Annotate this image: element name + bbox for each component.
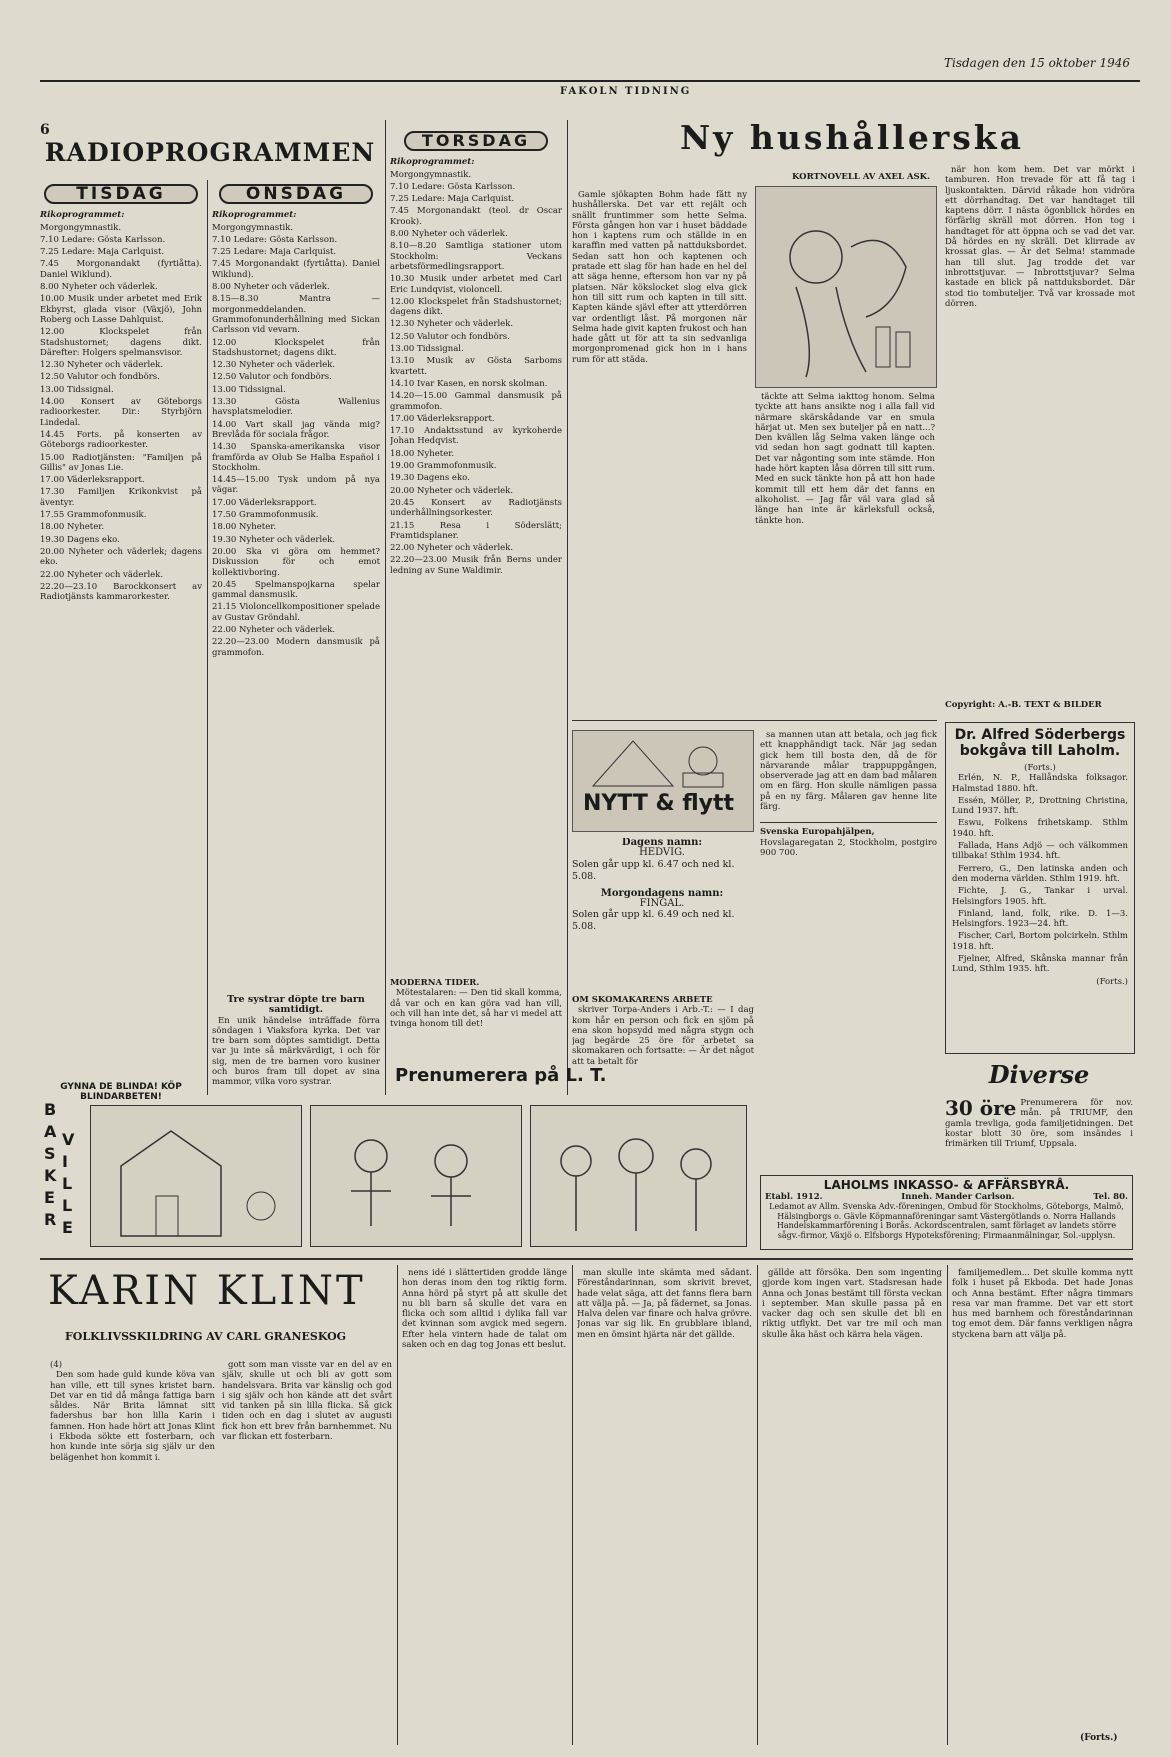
program-item: 7.25 Ledare: Maja Carlquist. <box>40 247 165 258</box>
book-entry: Fjelner, Alfred, Skånska mannar från Lund, Sthlm 1935. hft. <box>952 954 1128 975</box>
program-item: 22.00 Nyheter och väderlek. <box>212 624 336 635</box>
program-item: 8.00 Nyheter och väderlek. <box>212 282 330 293</box>
book-entry: Finland, land, folk, rike. D. 1—3. Helsingfors. 1923—24. hft. <box>952 908 1128 930</box>
karin-column-3 <box>402 1268 567 1745</box>
issue-date: Tisdagen den 15 oktober 1946 <box>944 56 1130 70</box>
prenumerera-ad: Prenumerera på L. T. <box>395 1065 607 1086</box>
book-entry: Eswu, Folkens frihetskamp. Sthlm 1940. hft. <box>952 818 1128 839</box>
karin-text-5: gällde att försöka. Den som ingenting gjorde kom ingen vart. Stadsresan hade Anna och Jonas bestämt till första veckan i september. Man skulle passa på en vacker dag och sen skulle det bli en riktig utflykt. Det var tre mil och man skulle åka häst och kärra hela vägen. <box>762 1268 942 1340</box>
program-item: 8.00 Nyheter och väderlek. <box>40 282 158 293</box>
program-item: 22.00 Nyheter och väderlek. <box>40 569 164 580</box>
page-header <box>40 50 1140 97</box>
onsdag-program-list <box>212 223 380 658</box>
tisdag-heading: Rikoprogrammet: <box>40 210 125 221</box>
karin-text-1: Den som hade guld kunde köva van han ville, ett till synes kristet barn. Det var en tid då många fattiga barn såldes. När Brita lämnat sitt fadershus bar hon lilla Karin i famnen. Hon hade hört att Jonas Klint i Ekboda sökte ett fosterbarn, och hon kunde inte sörja sig själv ur den belägenhet hon kommit i. <box>50 1370 215 1463</box>
moderna-tider <box>390 978 562 1058</box>
comic-panel-1 <box>90 1105 302 1247</box>
karin-forts: (Forts.) <box>1080 1733 1118 1743</box>
program-item: 18.00 Nyheter. <box>212 522 277 533</box>
tisdag-label: TISDAG <box>44 184 198 204</box>
program-item: 21.15 Resa i Söderslätt; Framtidsplaner. <box>390 520 562 541</box>
page-number: 6 <box>40 122 50 138</box>
program-item: 8.00 Nyheter och väderlek. <box>390 229 508 240</box>
comic-crowd-icon <box>531 1106 746 1246</box>
program-item: 21.15 Violoncellkompositioner spelade av Gustav Gröndahl. <box>212 602 380 623</box>
morgondagens-name: FINGAL. <box>639 897 685 909</box>
dop-title: Tre systrar döpte tre barn samtidigt. <box>227 995 365 1016</box>
program-item: 22.20—23.10 Barockkonsert av Radiotjänsts kammarorkester. <box>40 581 202 603</box>
comic-title-letter: A <box>44 1122 57 1141</box>
dop-text: En unik händelse inträffade förra söndagen i Viaksfora kyrka. Det var tre barn som döptes samtidigt. Detta var ju inte så märkvärdigt, i och för sig, men de tre barnen voro kusiner och buros fram till dopet av sina mammor, vilka voro systrar. <box>212 1015 380 1088</box>
morgondagens-sun: Solen går upp kl. 6.49 och ned kl. 5.08. <box>572 909 735 933</box>
program-item: 7.10 Ledare: Gösta Karlsson. <box>212 234 338 245</box>
book-entry: Erlén, N. P., Hallåndska folksagor. Halmstad 1880. hft. <box>952 773 1128 794</box>
inkasso-text: Ledamot av Allm. Svenska Adv.-föreningen, Ombud för Stockholms, Göteborgs, Malmö, Hälsingborgs o. Gävle Köpmannaföreningar samt Västergötlands o. Norra Hallands Handelskammarförening i Borås. Ackordscentralen, samt förlaget av landets större sågv.-firmor, Växjö o. Elfsborgs Hypoteksförening; Firmaanmälningar, Sol.-upplysn. <box>769 1202 1124 1240</box>
program-item: 22.20—23.00 Modern dansmusik på grammofon. <box>212 637 380 658</box>
inkasso-etabl: Etabl. 1912. <box>765 1192 823 1202</box>
program-item: 12.30 Nyheter och väderlek. <box>212 360 336 371</box>
program-item: 14.00 Vart skall jag vända mig? Brevlåda för sociala frågor. <box>212 419 380 440</box>
inkasso-owner: Inneh. Mander Carlson. <box>901 1192 1015 1202</box>
column-rule <box>397 1265 398 1745</box>
program-item: 10.30 Musik under arbetet med Carl Eric Lundqvist, violoncell. <box>390 274 562 295</box>
program-item: 19.30 Dagens eko. <box>40 534 120 545</box>
column-rule <box>572 1265 573 1745</box>
comic-title-letter: B <box>44 1100 57 1119</box>
comic-panel-3 <box>530 1105 747 1247</box>
program-item: 14.20—15.00 Gammal dansmusik på grammofon. <box>390 391 562 412</box>
onsdag-heading: Rikoprogrammet: <box>212 210 297 221</box>
dop-article <box>212 995 380 1090</box>
comic-title-letter: L <box>62 1196 73 1215</box>
story-text-3: när hon kom hem. Det var mörkt i tamburen. Hon trevade för att få tag i ljuskontakten. Därvid råkade hon vidröra ett dörrhandtag. Det var handtaget till kaptens dörr. I nästa ögonblick hördes en förfärlig skräll mot dörren. Hon tog i handtaget för att öppna och se vad det var. Då hördes en ny skräll. Det klirrade av krossat glas. — Är det Selma! stammade han till slut. Jag trodde det var inbrottstjuvar. — Inbrottstjuvar? Selma kastade en blick på nattduksbordet. Där stod tio tombuteljer. Två var krossade mot dörren. <box>945 165 1135 309</box>
soderberg-title-2: bokgåva till Laholm. <box>959 743 1121 759</box>
masthead: FAKOLN TIDNING <box>560 86 692 97</box>
karin-text-3: nens idé i slättertiden grodde länge hon deras inom den tog riktig form. Anna hörd på styrt på att skulle det nu bli barn så skulle det vara en flicka och som alltid i dylika fall var det kvinnan som avgick med segern. Efter hela vintern hade de talat om saken och en dag tog Jonas ett beslut. <box>402 1268 567 1351</box>
karin-subtitle: FOLKLIVSSKILDRING AV CARL GRANESKOG <box>65 1330 347 1343</box>
tider-title: MODERNA TIDER. <box>390 978 480 988</box>
karin-chapter: (4) <box>50 1360 63 1370</box>
comic-title-letter: I <box>62 1152 68 1171</box>
program-item: 14.00 Konsert av Göteborgs radioorkester. Dir.: Styrbjörn Lindedal. <box>40 397 202 428</box>
program-item: 19.30 Nyheter och väderlek. <box>212 534 336 545</box>
comic-title-column <box>40 1100 80 1250</box>
story-text-2: täckte att Selma iakttog honom. Selma tyckte att hans ansikte nog i alla fall vid närmare skärskådande var en smula härjat ut. Men sex buteljer på en natt...? Den kvällen låg Selma vaken länge och vid sedan hon sagt godnatt till kapten. Det var någonting som inte stämde. Hon hade hört kapten låsa dörren till sitt rum. Med en suck tänkte hon på att hon hade kommit till ett hem där det fanns en alkoholist. — Jag får väl vara glad så länge han inte är kärleksfull också, tänkte hon. <box>755 392 935 526</box>
comic-title-letter: E <box>44 1188 55 1207</box>
europahjalpen-box <box>760 822 937 858</box>
inkasso-tel: Tel. 80. <box>1093 1192 1128 1202</box>
story-text-1: Gamle sjökapten Bohm hade fått ny hushållerska. Det var ett rejält och snällt fruntimmer som hette Selma. Första gången hon var i huset bäddade hon i kaptens rum och ställde in en karaffin med vatten på nattduksbordet. Sedan satt hon och kaptenen och pratade ett slag för han hade en hel del att säga henne, eftersom hon var ny på platsen. När kökslocket slog elva gick hon till sitt rum och kapten in till sitt. Kapten kände sjävl efter att ytterdörren var ordentligt låst. På morgonen när Selma hade givit kapten frukost och han hade gått ut för att ta sin sedvanliga morgonpromenad gick hon in i hans rum för att städa. <box>572 190 747 365</box>
torsdag-label: TORSDAG <box>404 131 548 151</box>
comic-strip <box>40 1100 755 1250</box>
inkasso-ad <box>760 1175 1133 1250</box>
program-item: 19.00 Grammofonmusik. <box>390 461 497 472</box>
column-rule <box>947 1265 948 1745</box>
soderberg-forts-top: (Forts.) <box>1024 763 1056 773</box>
program-item: 14.10 Ivar Kasen, en norsk skolman. <box>390 378 548 389</box>
program-item: 17.00 Väderleksrapport. <box>390 413 495 424</box>
program-item: 12.30 Nyheter och väderlek. <box>390 319 514 330</box>
dagens-label: Dagens namn: <box>621 838 703 848</box>
program-item: 12.00 Klockspelet från Stadshustornet; dagens dikt. <box>212 337 380 358</box>
story-column-1 <box>572 190 747 715</box>
tisdag-program-list <box>40 223 202 603</box>
column-rule <box>207 180 208 1095</box>
program-item: Morgongymnastik. <box>40 222 122 233</box>
program-item: 7.45 Morgonandakt (fyrtiåtta). Daniel Wiklund). <box>212 259 380 280</box>
comic-title-letter: K <box>44 1166 57 1185</box>
program-item: 7.10 Ledare: Gösta Karlsson. <box>390 181 516 192</box>
program-item: 19.30 Dagens eko. <box>390 473 470 484</box>
section-rule <box>572 720 937 721</box>
diverse-ad <box>945 1098 1133 1168</box>
karin-column-1 <box>50 1360 215 1745</box>
program-item: Morgongymnastik. <box>390 169 472 180</box>
soderberg-list <box>952 763 1128 1043</box>
onsdag-column <box>212 178 380 988</box>
story-illustration <box>755 186 937 388</box>
program-item: 8.15—8.30 Mantra — morgonmeddelanden. Grammofonunderhållning med Sickan Carlsson vid vevarn. <box>212 294 380 336</box>
torsdag-program-list <box>390 170 562 576</box>
program-item: 13.00 Tidssignal. <box>212 384 286 395</box>
book-entry: Ferrero, G., Den latinska anden och den moderna världen. Sthlm 1919. hft. <box>952 863 1128 884</box>
book-entry: Essén, Möller, P., Drottning Christina, Lund 1937. hft. <box>952 795 1128 817</box>
program-item: 17.00 Väderleksrapport. <box>212 497 317 508</box>
europahjalpen-address: Hovslagaregatan 2, Stockholm, postgiro 900 700. <box>760 837 937 858</box>
program-item: 18.00 Nyheter. <box>40 522 105 533</box>
soderberg-title-1: Dr. Alfred Söderbergs <box>954 727 1126 743</box>
program-item: 13.00 Tidssignal. <box>390 344 464 355</box>
karin-text-2: gott som man visste var en del av en själv, skulle ut och bli av gott som handelsvara. Brita var känslig och god i sig själv och hon kände att det svårt vid tanken på sin lilla flicka. Så gick tiden och en dag i slutet av augusti fick hon ett brev från barnhemmet. Nu var flickan ett fosterbarn. <box>222 1360 392 1443</box>
karin-column-4 <box>577 1268 752 1745</box>
program-item: 12.00 Klockspelet från Stadshustornet; dagens dikt. Därefter: Holgers spelmansvisor. <box>40 327 202 358</box>
program-item: 17.55 Grammofonmusik. <box>40 510 147 521</box>
nytt-flytt-banner <box>572 730 754 832</box>
europahjalpen-name: Svenska Europahjälpen, <box>760 827 875 838</box>
dagens-sun: Solen går upp kl. 6.47 och ned kl. 5.08. <box>572 858 735 882</box>
program-item: 15.00 Radiotjänsten: "Familjen på Gillis" av Jonas Lie. <box>40 452 202 473</box>
program-item: 12.50 Valutor och fondbörs. <box>40 372 160 383</box>
karin-title: KARIN KLINT <box>48 1268 366 1314</box>
program-item: 17.00 Väderleksrapport. <box>40 475 145 486</box>
program-item: 17.10 Andaktsstund av kyrkoherde Johan Hedqvist. <box>390 426 562 447</box>
torsdag-column <box>390 125 562 1085</box>
tider-text: Mötestalaren: — Den tid skall komma, då var och en kan göra vad han vill, och vill han inte det, så har vi medel att tvinga honom till det! <box>390 988 562 1030</box>
program-item: 10.00 Musik under arbetet med Erik Ekbyrst, glada visor (Växjö), John Roberg och Lasse Dahlquist. <box>40 294 202 325</box>
comic-panel-2 <box>310 1105 522 1247</box>
section-rule <box>40 1258 1133 1260</box>
diverse-title: Diverse <box>988 1060 1090 1089</box>
comic-title-letter: R <box>44 1210 57 1229</box>
program-item: 20.45 Konsert av Radiotjänsts underhållningsorkester. <box>390 497 562 519</box>
program-item: 14.45 Forts. på konserten av Göteborgs radioorkester. <box>40 429 202 451</box>
comic-house-icon <box>91 1106 301 1246</box>
torsdag-heading: Rikoprogrammet: <box>390 157 475 168</box>
inkasso-title: LAHOLMS INKASSO- & AFFÄRSBYRÅ. <box>823 1178 1070 1192</box>
program-item: 20.00 Nyheter och väderlek; dagens eko. <box>40 546 202 568</box>
morgondagens-label: Morgondagens namn: <box>600 887 724 899</box>
diverse-text: Prenumerera för nov. mån. på TRIUMF, den gamla trevliga, goda familjetidningen. Det kostar blott 30 öre, som insändes i frimärken till Triumf, Uppsala. <box>945 1098 1133 1150</box>
skomakare-text: skriver Torpa-Anders i Arb.-T.: — I dag kom hår en person och fick en sjöm på ena skon hopsydd med några stygn och jag begärde 25 öre för arbetet sa skomakaren och fortsatte: — Är det något att ta betalt för <box>572 1005 754 1067</box>
program-item: 7.10 Ledare: Gösta Karlsson. <box>40 234 166 245</box>
program-item: 13.00 Tidssignal. <box>40 384 114 395</box>
nytt-flytt-title: NYTT & flytt <box>583 791 735 816</box>
comic-title-letter: L <box>62 1174 73 1193</box>
karin-column-5 <box>762 1268 942 1745</box>
book-entry: Fallada, Hans Adjö — och välkommen tillbaka! Sthlm 1934. hft. <box>952 841 1128 862</box>
blinda-notice: GYNNA DE BLINDA! KÖP BLINDARBETEN! <box>60 1082 182 1102</box>
market-scene-icon <box>573 731 753 791</box>
tisdag-column <box>40 178 202 1078</box>
program-item: 22.20—23.00 Musik från Berns under ledning av Sune Waldimir. <box>390 555 562 576</box>
skomakare-article <box>572 995 754 1090</box>
inkasso-meta <box>765 1192 1128 1202</box>
book-entry: Fichte, J. G., Tankar i urval. Helsingfors 1905. hft. <box>952 886 1128 907</box>
nytt-flytt-column-2 <box>760 730 937 1090</box>
karin-column-2 <box>222 1360 392 1745</box>
dagens-name: HEDVIG. <box>639 847 685 859</box>
story-column-2 <box>755 392 935 715</box>
diverse-price: 30 öre <box>945 1098 1017 1120</box>
program-item: 8.10—8.20 Samtliga stationer utom Stockholm: Veckans arbetsförmedlingsrapport. <box>390 241 562 272</box>
name-days <box>572 838 752 973</box>
program-item: 18.00 Nyheter. <box>390 448 455 459</box>
soderberg-box <box>945 722 1135 1054</box>
story-title: Ny hushållerska <box>680 118 1025 157</box>
program-item: 7.45 Morgonandakt (teol. dr Oscar Krook). <box>390 206 562 227</box>
program-item: 7.25 Ledare: Maja Carlquist. <box>390 194 515 205</box>
comic-title-letter: S <box>44 1144 56 1163</box>
program-item: Morgongymnastik. <box>212 222 294 233</box>
program-item: 20.00 Ska vi göra om hemmet? Diskussion för och emot kollektivboring. <box>212 546 380 578</box>
radio-title: RADIOPROGRAMMEN <box>44 138 376 167</box>
karin-text-4: man skulle inte skämta med sådant. Föreståndarinnan, som skrivit brevet, hade velat säga, att det fanns flera barn att välja på. — Ja, på fädernet, sa Jonas. Halva delen var finare och halva grövre. Jonas var sig lik. En grubblare ibland, men en ömsint hjärta när det gällde. <box>577 1268 752 1340</box>
book-entry: Fischer, Carl, Bortom polcirkeln. Sthlm 1918. hft. <box>952 931 1128 952</box>
program-item: 12.50 Valutor och fondbörs. <box>212 372 332 383</box>
program-item: 14.45—15.00 Tysk undom på nya vägar. <box>212 475 380 496</box>
comic-figures-icon <box>311 1106 521 1246</box>
program-item: 12.50 Valutor och fondbörs. <box>390 331 510 342</box>
program-item: 17.50 Grammofonmusik. <box>212 510 319 521</box>
program-item: 13.10 Musik av Gösta Sarboms kvartett. <box>390 356 562 377</box>
program-item: 12.30 Nyheter och väderlek. <box>40 360 164 371</box>
program-item: 13.30 Gösta Wallenius havsplatsmelodier. <box>212 397 380 418</box>
soderberg-forts-bottom: (Forts.) <box>1096 976 1128 987</box>
soderberg-entries <box>952 773 1128 974</box>
onsdag-label: ONSDAG <box>219 184 373 204</box>
program-item: 14.30 Spanska-amerikanska visor framförda av Olub Se Halba Español i Stockholm. <box>212 442 380 473</box>
karin-column-6 <box>952 1268 1133 1728</box>
comic-title-letter: V <box>62 1130 75 1149</box>
column-rule <box>757 1265 758 1745</box>
sailor-sketch-icon <box>756 187 936 387</box>
program-item: 7.45 Morgonandakt (fyrtiåtta). Daniel Wiklund). <box>40 259 202 280</box>
program-item: 17.30 Familjen Krikonkvist på äventyr. <box>40 487 202 508</box>
column-rule <box>567 120 568 1095</box>
copyright-line: Copyright: A.-B. TEXT & BILDER <box>945 700 1102 710</box>
comic-title-letter: E <box>62 1218 73 1237</box>
karin-text-6: familjemedlem... Det skulle komma nytt folk i huset på Ekboda. Det hade Jonas och Anna bestämt. Efter några timmars resa var man framme. Det var ett stort hus med barnhem och föreståndarinnan tog emot dem. Där fanns verkligen några styckena barn att välja på. <box>952 1268 1133 1340</box>
skomakare-title: OM SKOMAKARENS ARBETE <box>572 995 713 1005</box>
program-item: 20.45 Spelmanspojkarna spelar gammal dansmusik. <box>212 579 380 601</box>
program-item: 20.00 Nyheter och väderlek. <box>390 485 514 496</box>
program-item: 12.00 Klockspelet från Stadshustornet; dagens dikt. <box>390 296 562 318</box>
program-item: 22.00 Nyheter och väderlek. <box>390 543 514 554</box>
story-byline: KORTNOVELL AV AXEL ASK. <box>792 172 931 182</box>
story-column-3 <box>945 165 1135 685</box>
program-item: 7.25 Ledare: Maja Carlquist. <box>212 247 337 258</box>
column-rule <box>385 120 386 1095</box>
nytt-flytt-text: sa mannen utan att betala, och jag fick ett knapphändigt tack. När jag sedan gick hem till bosta den, då de för närvarande målar trappuppgången, observerade jag att en dam bad målaren om en färg. Hon skulle nämligen passa på en ny färg. Målaren gav henne lite färg. <box>760 730 937 813</box>
